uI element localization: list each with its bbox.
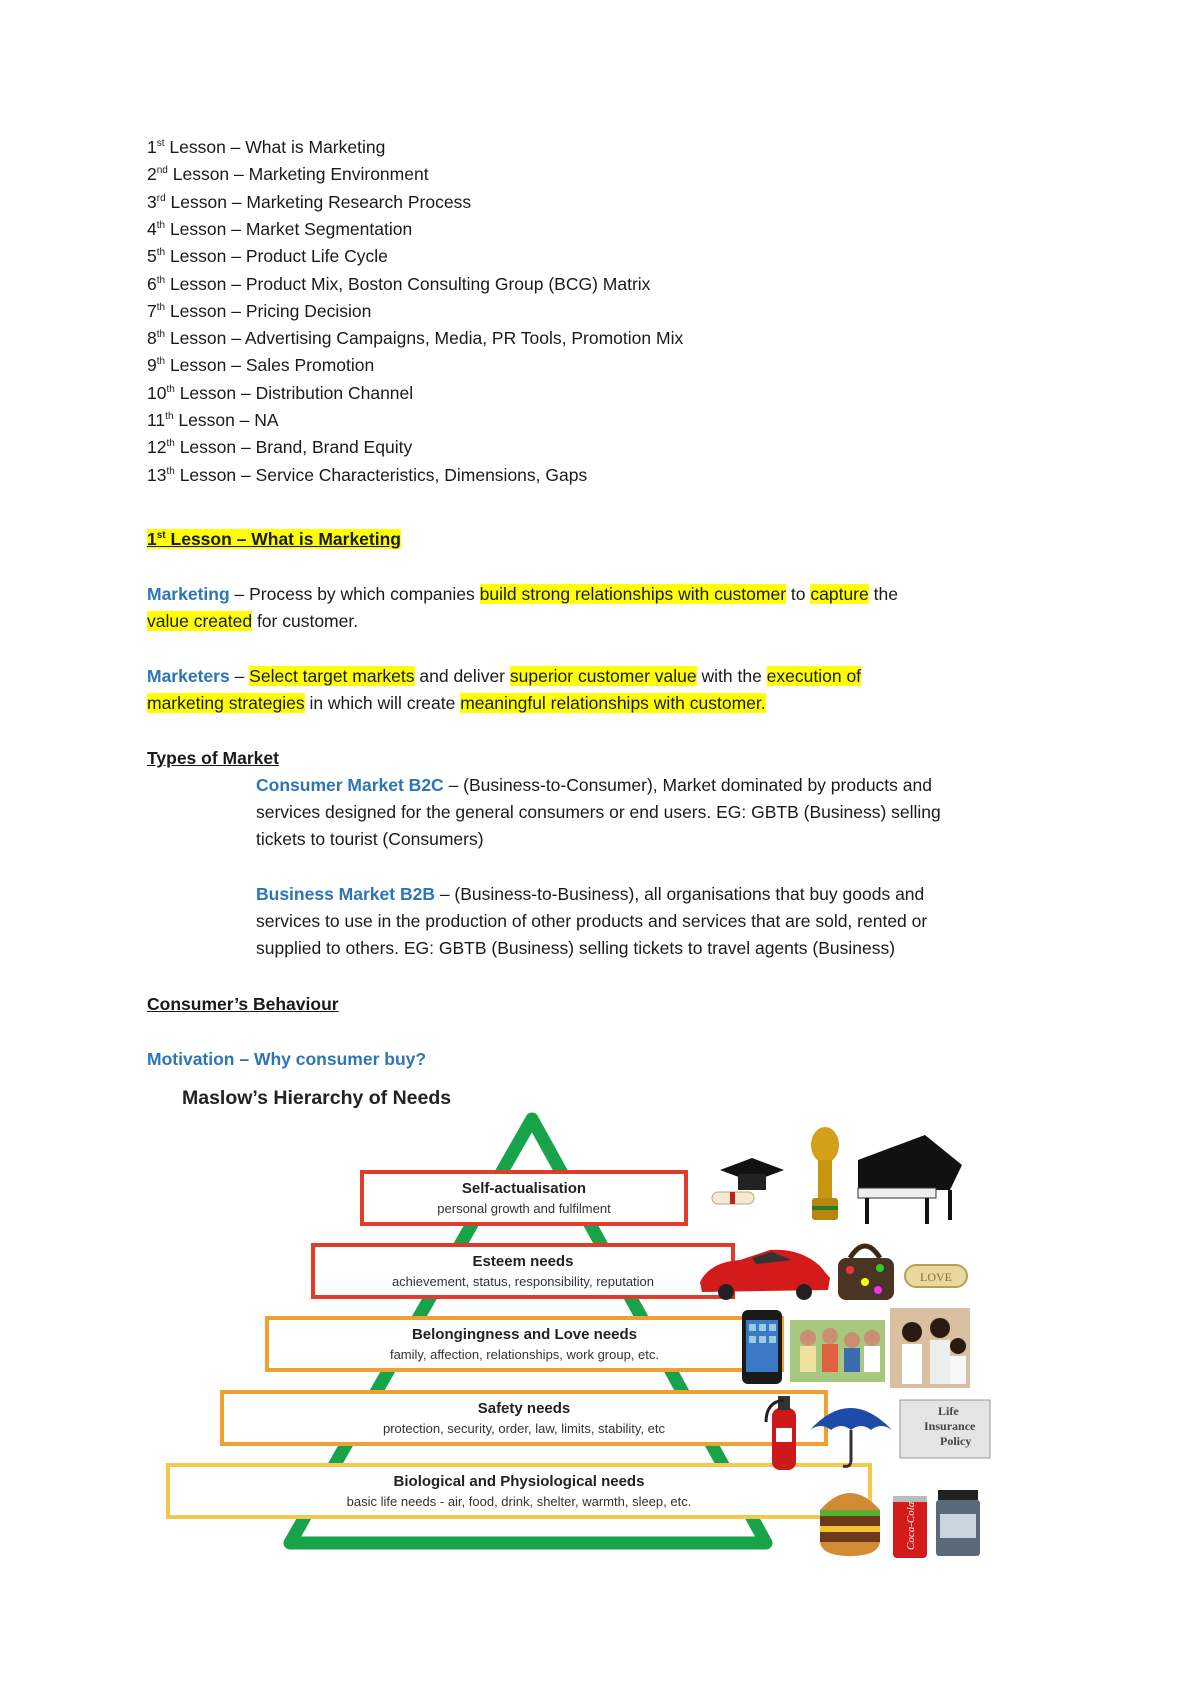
lesson-item: 7th Lesson – Pricing Decision bbox=[147, 300, 372, 321]
maslow-level bbox=[362, 1172, 686, 1224]
types-of-market-heading: Types of Market bbox=[147, 748, 279, 768]
lesson-item: 1st Lesson – What is Marketing bbox=[147, 137, 386, 157]
maslow-level-description: family, affection, relationships, work group, etc. bbox=[389, 1347, 660, 1362]
marketers-definition-line1: Marketers – Select target markets and deliver superior customer value with the execution of bbox=[147, 666, 862, 686]
fire-extinguisher-icon bbox=[766, 1396, 796, 1470]
trophy-icon bbox=[811, 1127, 839, 1220]
consumer-behaviour-heading: Consumer’s Behaviour bbox=[147, 994, 339, 1014]
family-portrait-icon bbox=[890, 1308, 970, 1388]
b2c-line2: services designed for the general consumers or end users. EG: GBTB (Business) selling bbox=[256, 802, 941, 822]
b2b-line3: supplied to others. EG: GBTB (Business) selling tickets to travel agents (Business) bbox=[256, 938, 896, 958]
lesson-item: 8th Lesson – Advertising Campaigns, Media, PR Tools, Promotion Mix bbox=[147, 328, 684, 349]
burger-icon bbox=[820, 1493, 880, 1556]
maslow-level-description: protection, security, order, law, limits, stability, etc bbox=[382, 1421, 666, 1436]
lesson-item: 5th Lesson – Product Life Cycle bbox=[147, 246, 388, 267]
umbrella-icon bbox=[810, 1408, 892, 1466]
motivation-heading: Motivation – Why consumer buy? bbox=[147, 1049, 427, 1069]
lesson-item: 4th Lesson – Market Segmentation bbox=[147, 218, 413, 239]
lesson-item: 13th Lesson – Service Characteristics, Dimensions, Gaps bbox=[147, 464, 588, 485]
marketers-term: Marketers bbox=[147, 666, 230, 686]
soda-can-icon bbox=[893, 1496, 927, 1558]
maslow-level-name: Self-actualisation bbox=[461, 1180, 587, 1197]
lesson-item: 2nd Lesson – Marketing Environment bbox=[147, 164, 429, 185]
svg-text:Coca-Cola: Coca-Cola bbox=[905, 1501, 917, 1550]
graduation-cap-icon bbox=[712, 1158, 784, 1204]
lesson-item: 10th Lesson – Distribution Channel bbox=[147, 382, 414, 403]
lesson-item: 11th Lesson – NA bbox=[147, 410, 279, 430]
family-photo-icon bbox=[790, 1320, 885, 1382]
smartphone-icon bbox=[742, 1310, 782, 1384]
section-heading: 1st Lesson – What is Marketing bbox=[147, 529, 401, 549]
maslow-illustrations bbox=[700, 1110, 1100, 1565]
maslow-level-description: personal growth and fulfilment bbox=[437, 1201, 611, 1216]
b2b-line2: services to use in the production of other products and services that are sold, rented or bbox=[256, 911, 928, 931]
love-ring-icon bbox=[905, 1265, 967, 1287]
marketing-definition-line2: value created for customer. bbox=[147, 611, 359, 631]
handbag-icon bbox=[838, 1246, 894, 1300]
lesson-item: 3rd Lesson – Marketing Research Process bbox=[147, 191, 472, 212]
marketing-definition-line1: Marketing – Process by which companies build strong relationships with customer to capture the bbox=[147, 584, 898, 604]
svg-text:LOVE: LOVE bbox=[920, 1270, 952, 1284]
lesson-item: 6th Lesson – Product Mix, Boston Consulting Group (BCG) Matrix bbox=[147, 273, 651, 294]
maslow-level-description: achievement, status, responsibility, reputation bbox=[391, 1274, 655, 1289]
maslow-title: Maslow’s Hierarchy of Needs bbox=[182, 1087, 452, 1109]
b2c-line3: tickets to tourist (Consumers) bbox=[256, 829, 484, 849]
maslow-level-name: Belongingness and Love needs bbox=[411, 1326, 638, 1343]
marketing-term: Marketing bbox=[147, 584, 230, 604]
supplement-jar-icon bbox=[936, 1490, 980, 1556]
maslow-level-name: Safety needs bbox=[477, 1400, 571, 1417]
maslow-level-description: basic life needs - air, food, drink, shelter, warmth, sleep, etc. bbox=[346, 1494, 692, 1509]
svg-text:Policy: Policy bbox=[940, 1434, 972, 1448]
lesson-item: 12th Lesson – Brand, Brand Equity bbox=[147, 437, 413, 458]
maslow-level-name: Esteem needs bbox=[472, 1253, 574, 1270]
piano-icon bbox=[858, 1135, 962, 1224]
marketers-definition-line2: marketing strategies in which will create meaningful relationships with customer. bbox=[147, 693, 766, 713]
svg-text:Life: Life bbox=[938, 1404, 959, 1418]
maslow-level-name: Biological and Physiological needs bbox=[393, 1473, 645, 1490]
lesson-item: 9th Lesson – Sales Promotion bbox=[147, 355, 375, 376]
svg-text:Insurance: Insurance bbox=[924, 1419, 976, 1433]
sports-car-icon bbox=[700, 1250, 830, 1300]
maslow-level bbox=[313, 1245, 733, 1297]
b2b-line1: Business Market B2B – (Business-to-Business), all organisations that buy goods and bbox=[256, 884, 925, 904]
b2c-line1: Consumer Market B2C – (Business-to-Consumer), Market dominated by products and bbox=[256, 775, 932, 795]
insurance-policy-icon bbox=[900, 1400, 990, 1458]
